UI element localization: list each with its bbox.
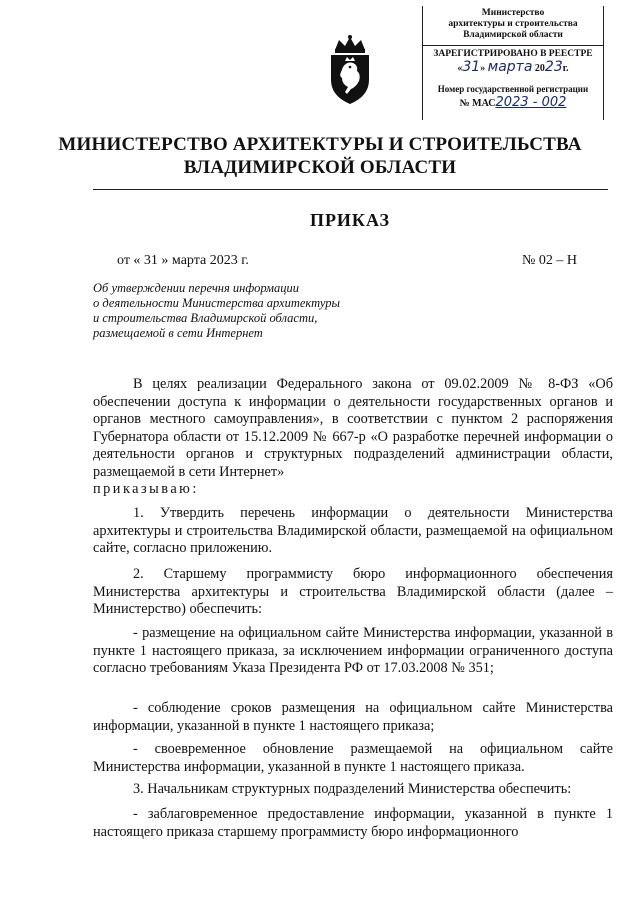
orders-word: приказываю: bbox=[93, 481, 199, 497]
ministry-title: МИНИСТЕРСТВО АРХИТЕКТУРЫ И СТРОИТЕЛЬСТВА ВЛАДИМИРСКОЙ ОБЛАСТИ bbox=[58, 134, 582, 178]
stamp-ministry: Министерство архитектуры и строительства Владимирской области bbox=[448, 8, 578, 40]
stamp-year-prefix: 20 bbox=[534, 63, 545, 74]
title-divider bbox=[93, 189, 608, 190]
paragraph-2: 2. Старшему программисту бюро информационного обеспечения Министерства архитектуры и строительства Владимирской области (далее – Министерство) обеспечить: bbox=[93, 566, 613, 617]
paragraph-2c: - своевременное обновление размещаемой на официальном сайте Министерства информации, указанной в пункте 1 настоящего приказа. bbox=[93, 741, 613, 775]
order-subject: Об утверждении перечня информации о деятельности Министерства архитектуры и строительства Владимирской области, размещаемой в сети Интернет bbox=[93, 281, 340, 340]
stamp-number-label: Номер государственной регистрации bbox=[437, 84, 589, 94]
paragraph-3a: - заблаговременное предоставление информации, указанной в пункте 1 настоящего приказа старшему программисту бюро информационного bbox=[93, 806, 613, 840]
order-heading: ПРИКАЗ bbox=[309, 210, 391, 230]
registration-stamp bbox=[422, 6, 604, 120]
stamp-registered-label: ЗАРЕГИСТРИРОВАНО В РЕЕСТРЕ bbox=[433, 49, 593, 59]
stamp-number-value: 2023 - 002 bbox=[495, 95, 567, 110]
stamp-number: № МАС2023 - 002 bbox=[459, 95, 567, 110]
paragraph-2a: - размещение на официальном сайте Министерства информации, указанной в пункте 1 настоящего приказа, за исключением информации ограниченного доступа согласно требованиям Указа Президента РФ от 17.03.2008 № 351; bbox=[93, 625, 613, 676]
paragraph-3: 3. Начальникам структурных подразделений Министерства обеспечить: bbox=[133, 781, 572, 797]
stamp-month: марта bbox=[487, 59, 533, 75]
paragraph-2b: - соблюдение сроков размещения на официальном сайте Министерства информации, указанной в пункте 1 настоящего приказа; bbox=[93, 700, 613, 734]
paragraph-1: 1. Утвердить перечень информации о деятельности Министерства архитектуры и строительства Владимирской области, размещаемой на официальном сайте, согласно приложению. bbox=[93, 505, 613, 556]
stamp-divider bbox=[423, 45, 603, 46]
stamp-year-suffix: 23 bbox=[544, 59, 563, 75]
intro-paragraph: В целях реализации Федерального закона от 09.02.2009 № 8-ФЗ «Об обеспечении доступа к информации о деятельности государственных органов и органов местного самоуправления», в соответствии с пунктом 2 распоряжения Губернатора области от 15.12.2009 № 667-р «О разработке перечней информации о деятельности органов и структурных подразделений администрации области, размещаемой в сети Интернет» приказываю: bbox=[93, 376, 613, 497]
stamp-year-end: г. bbox=[562, 63, 569, 74]
order-number: № 02 – Н bbox=[522, 253, 577, 268]
stamp-day: 31 bbox=[462, 59, 481, 75]
coat-of-arms-icon bbox=[323, 34, 377, 106]
order-date: от « 31 » марта 2023 г. bbox=[117, 253, 249, 268]
stamp-date: «31» марта 2023г. bbox=[457, 59, 569, 75]
